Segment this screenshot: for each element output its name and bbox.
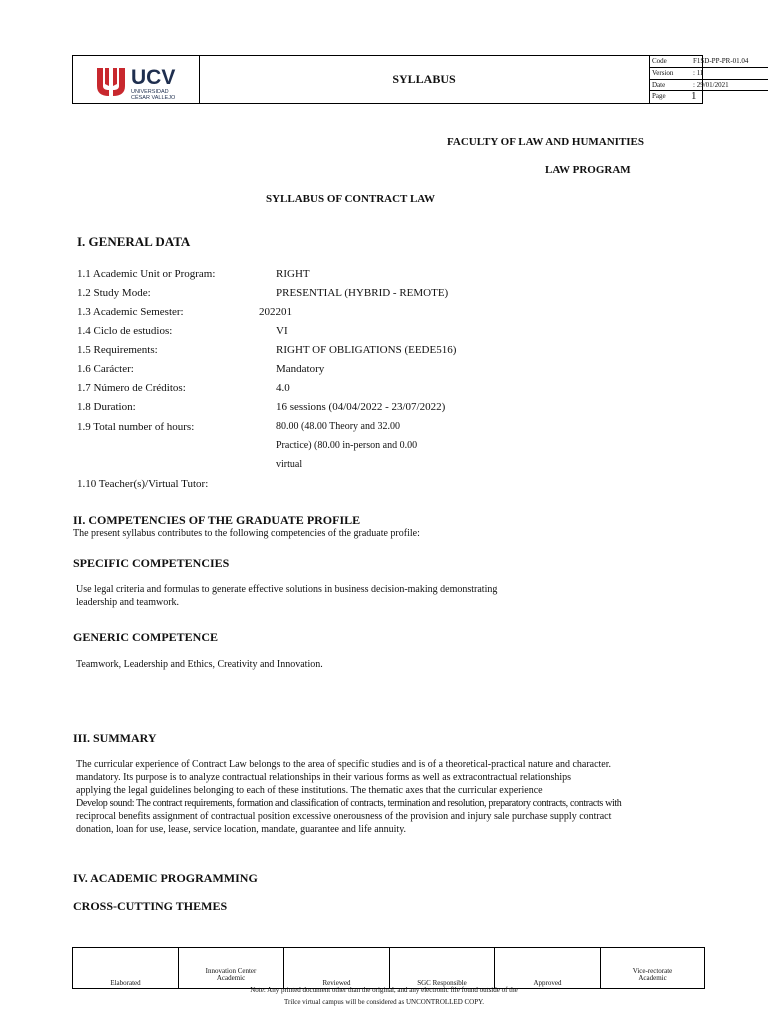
competencies-heading: II. COMPETENCIES OF THE GRADUATE PROFILE [73,513,361,527]
meta-page: Page 1 [652,90,697,103]
faculty-name: FACULTY OF LAW AND HUMANITIES [447,136,645,148]
gd-label: 1.9 Total number of hours: [77,421,195,433]
header-title: SYLLABUS [199,56,650,103]
gd-label: 1.10 Teacher(s)/Virtual Tutor: [77,478,209,490]
header-meta [649,56,749,103]
approval-cell-innovation: Innovation Center Academic [179,948,284,988]
gd-value: 202201 [259,306,292,318]
gd-value: 4.0 [276,382,290,394]
meta-code: Code F1SD-PP-PR-01.04 [649,56,768,68]
header-table [72,55,749,104]
logo-cell [73,56,200,103]
gd-value: 16 sessions (04/04/2022 - 23/07/2022) [276,401,446,413]
approval-cell-elaborated: Elaborated [73,948,179,988]
syllabus-title: SYLLABUS OF CONTRACT LAW [266,193,436,205]
ucv-logo [95,64,185,101]
meta-version: Version : 11 [649,68,768,80]
generic-competence-heading: GENERIC COMPETENCE [73,630,219,644]
gd-value: 80.00 (48.00 Theory and 32.00 [276,421,400,432]
gd-value: RIGHT OF OBLIGATIONS (EEDE516) [276,344,457,356]
gd-label: 1.6 Carácter: [77,363,134,375]
gd-label: 1.7 Número de Créditos: [77,382,186,394]
cross-cutting-themes-heading: CROSS-CUTTING THEMES [73,899,228,913]
specific-competencies-text: Use legal criteria and formulas to generate effective solutions in business decision-making demonstrating [76,584,498,595]
approval-cell-vicerectorate: Vice-rectorate Academic [632,967,673,982]
general-data-heading: I. GENERAL DATA [77,234,191,249]
footer-note: Note: Any printed document other than the original, and any electronic file found outside of the [250,986,518,994]
specific-competencies-heading: SPECIFIC COMPETENCIES [73,556,230,570]
program-name: LAW PROGRAM [545,164,631,176]
gd-label: 1.4 Ciclo de estudios: [77,325,173,337]
approval-cell-reviewed: Reviewed [284,948,390,988]
summary-heading: III. SUMMARY [73,731,157,745]
approval-cell-sgc: SGC Responsible [390,948,495,988]
competencies-intro: The present syllabus contributes to the following competencies of the graduate profile: [73,528,420,539]
gd-label: 1.2 Study Mode: [77,287,151,299]
footer-note: Trilce virtual campus will be considered as UNCONTROLLED COPY. [283,998,485,1006]
gd-value: Mandatory [276,363,325,375]
specific-competencies-text: leadership and teamwork. [76,597,180,608]
approval-table [72,947,705,989]
logo-subtext: UNIVERSIDAD CÉSAR VALLEJO [131,89,176,101]
gd-label: 1.5 Requirements: [77,344,158,356]
generic-competence-text: Teamwork, Leadership and Ethics, Creativity and Innovation. [76,659,323,670]
meta-date: Date : 29/01/2021 [649,80,768,92]
gd-value: PRESENTIAL (HYBRID - REMOTE) [276,287,449,299]
gd-value: Practice) (80.00 in-person and 0.00 [276,440,418,451]
logo-text: UCV [131,66,176,89]
gd-label: 1.1 Academic Unit or Program: [77,268,216,280]
gd-value: VI [276,325,288,337]
approval-cell-approved: Approved [495,948,601,988]
academic-programming-heading: IV. ACADEMIC PROGRAMMING [73,871,258,885]
gd-label: 1.8 Duration: [77,401,136,413]
gd-label: 1.3 Academic Semester: [77,306,184,318]
gd-value: RIGHT [276,268,310,280]
gd-value: virtual [276,459,303,470]
ucv-shield-icon [95,64,127,98]
